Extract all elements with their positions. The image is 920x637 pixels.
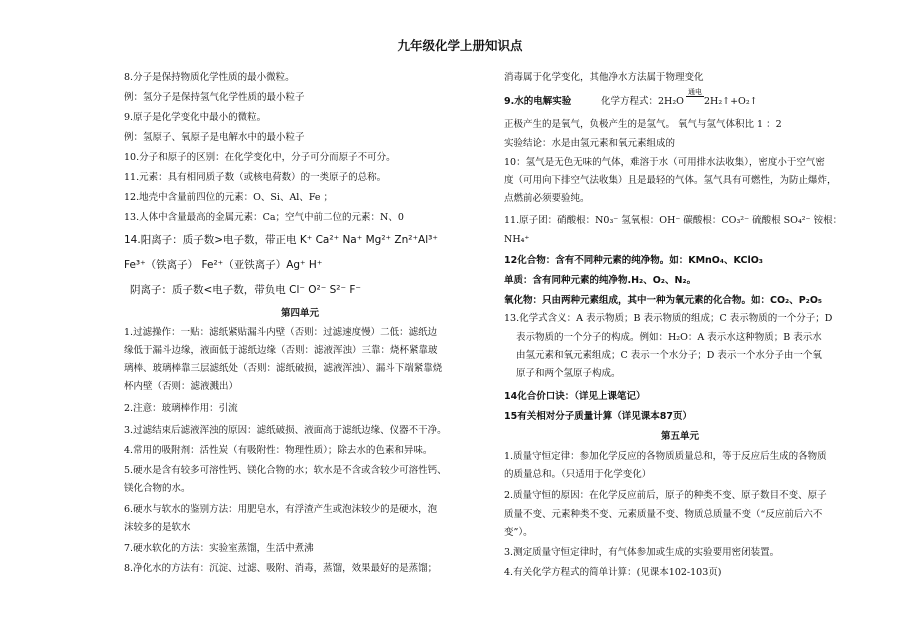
paragraph-line: 4.常用的吸附剂：活性炭（有吸附性：物理性质）；除去水的色素和异味。 [124,445,433,456]
paragraph-line: 由氢元素和氧元素组成；C 表示一个水分子；D 表示一个水分子由一个氧 [516,350,822,361]
paragraph-line: 表示物质的一个分子的构成。例如：H₂O：A 表示水这种物质；B 表示水 [516,332,822,343]
paragraph-line: 1.过滤操作：一贴：滤纸紧贴漏斗内壁（否则：过滤速度慢）二低：滤纸边 [124,327,438,338]
paragraph-line: 璃棒、玻璃棒靠三层滤纸处（否则：滤纸破损，滤液浑浊）、漏斗下端紧靠烧 [124,363,443,374]
paragraph-line: 1.质量守恒定律：参加化学反应的各物质质量总和，等于反应后生成的各物质 [504,451,827,462]
paragraph-line: 缘低于漏斗边缘，液面低于滤纸边缘（否则：滤液浑浊）三靠：烧杯紧靠玻 [124,345,438,356]
cation-line: 14.阳离子：质子数>电子数，带正电 K⁺ Ca²⁺ Na⁺ Mg²⁺ Zn²⁺Al³⁺ [124,234,438,246]
equation-label: 化学方程式：2H₂O [601,96,684,107]
equation-products: 2H₂↑+O₂↑ [704,96,758,107]
paragraph-line: 点燃前必须要验纯。 [504,193,590,204]
subheading: 9.水的电解实验 [504,96,572,107]
paragraph-line: 的质量总和。（只适用于化学变化） [504,469,652,480]
paragraph-line: 8.分子是保持物质化学性质的最小微粒。 [124,72,295,83]
paragraph-line: 4.有关化学方程式的简单计算：(见课本102-103页) [504,567,722,578]
paragraph-line: 8.净化水的方法有：沉淀、过滤、吸附、消毒，蒸馏，效果最好的是蒸馏； [124,563,438,574]
paragraph-line: 2.质量守恒的原因：在化学反应前后，原子的种类不变、原子数目不变、原子 [504,490,827,501]
paragraph-line: 7.硬水软化的方法：实验室蒸馏，生活中煮沸 [124,543,314,554]
definition-line: 14化合价口诀：（详见上课笔记） [504,391,646,402]
page-title: 九年级化学上册知识点 [397,38,523,53]
paragraph-line: 3.过滤结束后滤液浑浊的原因：滤纸破损、液面高于滤纸边缘、仪器不干净。 [124,425,447,436]
cation-line: Fe³⁺（铁离子） Fe²⁺（亚铁离子）Ag⁺ H⁺ [124,259,323,271]
paragraph-line: 5.硬水是含有较多可溶性钙、镁化合物的水；软水是不含或含较少可溶性钙、 [124,465,447,476]
paragraph-line: 杯内壁（否则：滤液溅出） [124,381,239,392]
paragraph-line: 例：氢原子、氧原子是电解水中的最小粒子 [124,132,305,143]
paragraph-line: 13.化学式含义：A 表示物质；B 表示物质的组成；C 表示物质的一个分子；D [504,313,833,324]
paragraph-line: NH₄⁺ [504,234,530,245]
paragraph-line: 质量不变、元素种类不变、元素质量不变、物质总质量不变（“反应前后六不 [504,509,823,520]
paragraph-line: 2.注意：玻璃棒作用：引流 [124,403,238,414]
section-heading: 第五单元 [660,431,699,442]
paragraph-line: 3.测定质量守恒定律时，有气体参加或生成的实验要用密闭装置。 [504,547,780,558]
paragraph-line: 12.地壳中含量前四位的元素：O、Si、Al、Fe ； [124,192,334,203]
paragraph-line: 正极产生的是氧气，负极产生的是氢气。 氧气与氢气体积比 1 ：2 [504,119,782,130]
paragraph-line: 10：氢气是无色无味的气体，难溶于水（可用排水法收集），密度小于空气密 [504,157,825,168]
paragraph-line: 6.硬水与软水的鉴别方法：用肥皂水，有浮渣产生或泡沫较少的是硬水，泡 [124,504,438,515]
paragraph-line: 镁化合物的水。 [124,483,191,494]
section-heading: 第四单元 [280,308,319,319]
definition-line: 氧化物：只由两种元素组成，其中一种为氧元素的化合物。如：CO₂、P₂O₅ [504,295,823,306]
paragraph-line: 原子和两个氢原子构成。 [516,368,621,379]
paragraph-line: 9.原子是化学变化中最小的微粒。 [124,112,267,123]
reaction-condition: 通电 [688,88,702,96]
paragraph-line: 11.元素：具有相同质子数（或核电荷数）的一类原子的总称。 [124,172,387,183]
definition-line: 单质：含有同种元素的纯净物.H₂、O₂、N₂。 [504,275,697,286]
paragraph-line: 消毒属于化学变化，其他净水方法属于物理变化 [504,72,704,83]
paragraph-line: 实验结论：水是由氢元素和氧元素组成的 [504,138,676,149]
definition-line: 12化合物：含有不同种元素的纯净物。如：KMnO₄、KClO₃ [504,255,763,266]
paragraph-line: 变”）。 [504,527,533,538]
paragraph-line: 沫较多的是软水 [124,522,191,533]
anion-line: 阴离子：质子数<电子数，带负电 Cl⁻ O²⁻ S²⁻ F⁻ [130,284,361,296]
paragraph-line: 10.分子和原子的区别：在化学变化中，分子可分而原子不可分。 [124,152,396,163]
paragraph-line: 11.原子团：硝酸根：N0₃⁻ 氢氧根：OH⁻ 碳酸根：CO₃²⁻ 硫酸根 SO₄²⁻ 铵根： [504,215,843,226]
paragraph-line: 13.人体中含量最高的金属元素：Ca；空气中前二位的元素：N、0 [124,212,404,223]
paragraph-line: 例：氢分子是保持氢气化学性质的最小粒子 [124,92,305,103]
definition-line: 15有关相对分子质量计算（详见课本87页） [504,411,692,422]
paragraph-line: 度（可用向下排空气法收集）且是最轻的气体。氢气具有可燃性，为防止爆炸， [504,175,837,186]
